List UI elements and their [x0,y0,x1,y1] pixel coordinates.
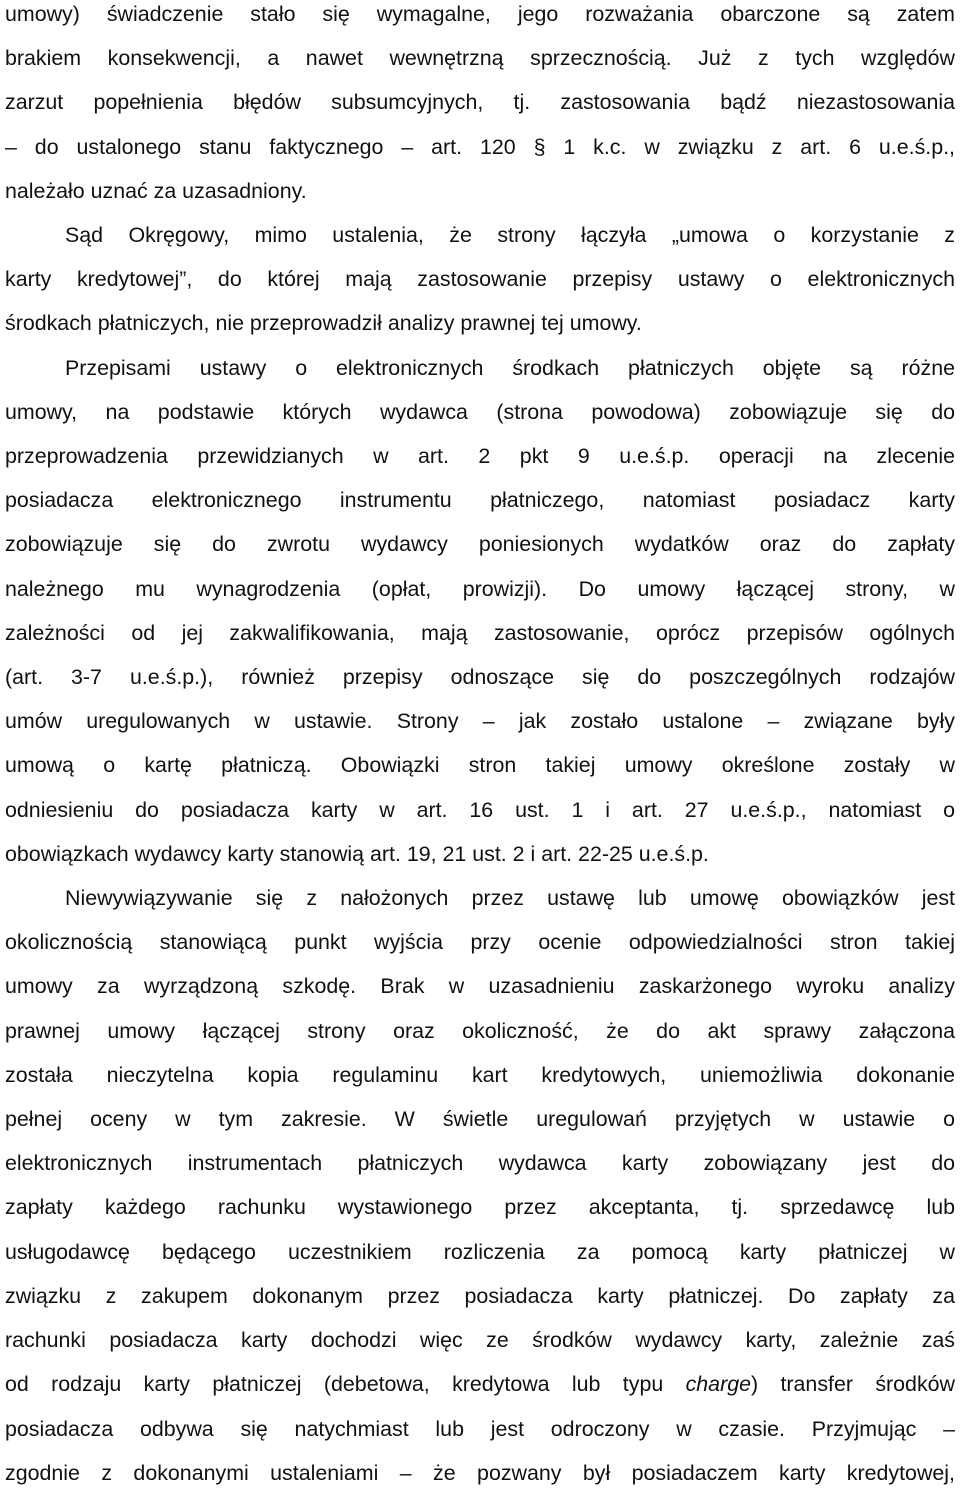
text-line: została nieczytelna kopia regulaminu kart kredytowych, uniemożliwia dokonanie [5,1062,955,1087]
text-line: rachunki posiadacza karty dochodzi więc ze środków wydawcy karty, zależnie zaś [5,1328,955,1353]
text-line: posiadacza elektronicznego instrumentu płatniczego, natomiast posiadacz karty [5,488,955,513]
text-line: zależności od jej zakwalifikowania, mają zastosowanie, oprócz przepisów ogólnych [5,620,955,645]
text-line: obowiązkach wydawcy karty stanowią art. 19, 21 ust. 2 i art. 22-25 u.e.ś.p. [5,841,709,866]
text-line: prawnej umowy łączącej strony oraz okoliczność, że do akt sprawy załączona [5,1018,955,1043]
paragraph-3 [5,346,955,876]
text-line: umowy za wyrządzoną szkodę. Brak w uzasadnieniu zaskarżonego wyroku analizy [5,974,955,999]
text-line: pełnej oceny w tym zakresie. W świetle uregulowań przyjętych w ustawie o [5,1107,955,1132]
document-page [5,0,955,1495]
text-line: umową o kartę płatniczą. Obowiązki stron takiej umowy określone zostały w [5,753,955,778]
text-line: zapłaty każdego rachunku wystawionego przez akceptanta, tj. sprzedawcę lub [5,1195,955,1220]
text-line: umowy, na podstawie których wydawca (strona powodowa) zobowiązuje się do [5,399,955,424]
text-line: należało uznać za uzasadniony. [5,178,307,203]
text-line: – do ustalonego stanu faktycznego – art. 120 § 1 k.c. w związku z art. 6 u.e.ś.p., [5,134,955,159]
text-segment: ) transfer środków [751,1372,955,1397]
text-line: Sąd Okręgowy, mimo ustalenia, że strony łączyła „umowa o korzystanie z [65,223,955,248]
text-line: brakiem konsekwencji, a nawet wewnętrzną sprzecznością. Już z tych względów [5,46,955,71]
text-line: zgodnie z dokonanymi ustaleniami – że pozwany był posiadaczem karty kredytowej, [5,1460,955,1485]
text-line: odniesieniu do posiadacza karty w art. 16 ust. 1 i art. 27 u.e.ś.p., natomiast o [5,797,955,822]
text-line: środkach płatniczych, nie przeprowadził analizy prawnej tej umowy. [5,311,642,336]
text-line: należnego mu wynagrodzenia (opłat, prowizji). Do umowy łączącej strony, w [5,576,955,601]
text-line: usługodawcę będącego uczestnikiem rozliczenia za pomocą karty płatniczej w [5,1239,955,1264]
text-line: umów uregulowanych w ustawie. Strony – jak zostało ustalone – związane były [5,709,955,734]
text-segment: od rodzaju karty płatniczej (debetowa, kredytowa lub typu [5,1372,686,1397]
emphasis-term: charge [685,1372,751,1397]
text-line: (art. 3-7 u.e.ś.p.), również przepisy odnoszące się do poszczególnych rodzajów [5,665,955,690]
text-line-with-emphasis [5,1362,955,1406]
text-line: Przepisami ustawy o elektronicznych środkach płatniczych objęte są różne [65,355,955,380]
text-line: elektronicznych instrumentach płatniczych wydawca karty zobowiązany jest do [5,1151,955,1176]
text-line: posiadacza odbywa się natychmiast lub jest odroczony w czasie. Przyjmując – [5,1416,955,1441]
text-line: przeprowadzenia przewidzianych w art. 2 pkt 9 u.e.ś.p. operacji na zlecenie [5,444,955,469]
text-line: zobowiązuje się do zwrotu wydawcy poniesionych wydatków oraz do zapłaty [5,532,955,557]
text-line: zarzut popełnienia błędów subsumcyjnych, tj. zastosowania bądź niezastosowania [5,90,955,115]
text-line: Niewywiązywanie się z nałożonych przez ustawę lub umowę obowiązków jest [65,886,955,911]
text-line: okolicznością stanowiącą punkt wyjścia przy ocenie odpowiedzialności stron takiej [5,930,955,955]
text-line: związku z zakupem dokonanym przez posiadacza karty płatniczej. Do zapłaty za [5,1283,955,1308]
text-line: karty kredytowej”, do której mają zastosowanie przepisy ustawy o elektronicznych [5,267,955,292]
paragraph-1 [5,0,955,213]
paragraph-2 [5,213,955,346]
text-line: umowy) świadczenie stało się wymagalne, jego rozważania obarczone są zatem [5,2,955,26]
paragraph-4 [5,876,955,1495]
